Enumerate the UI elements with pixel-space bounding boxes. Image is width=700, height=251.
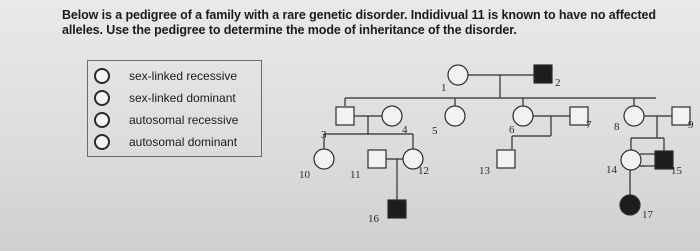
individual-11-label: 11: [350, 169, 361, 181]
individual-4-symbol: [382, 106, 402, 126]
individual-7-label: 7: [586, 119, 592, 131]
individual-12-label: 12: [418, 165, 429, 177]
individual-14-symbol: [621, 150, 641, 170]
option-label: autosomal dominant: [129, 135, 238, 149]
individual-3-symbol: [336, 107, 354, 125]
individual-5-label: 5: [432, 125, 438, 137]
option-label: sex-linked recessive: [129, 69, 238, 83]
individual-16-symbol: [388, 200, 406, 218]
individual-11-symbol: [368, 150, 386, 168]
individual-13-symbol: [497, 150, 515, 168]
individual-16-label: 16: [368, 213, 379, 225]
individual-2-symbol: [534, 65, 552, 83]
individual-15-label: 15: [671, 165, 682, 177]
individual-17-symbol: [620, 195, 640, 215]
individual-8-symbol: [624, 106, 644, 126]
individual-6-symbol: [513, 106, 533, 126]
individual-9-label: 9: [688, 119, 694, 131]
individual-13-label: 13: [479, 165, 490, 177]
individual-10-label: 10: [299, 169, 310, 181]
individual-1-label: 1: [441, 82, 447, 94]
pedigree-symbols: [314, 65, 690, 218]
individual-3-label: 3: [321, 129, 327, 141]
individual-1-symbol: [448, 65, 468, 85]
question-text: Below is a pedigree of a family with a rare genetic disorder. Indidivual 11 is known to have no affected alleles. Use the pedigree to determine the mode of inheritance of the disorder.: [62, 8, 656, 37]
individual-4-label: 4: [402, 124, 408, 136]
individual-17-label: 17: [642, 209, 653, 221]
option-label: sex-linked dominant: [129, 91, 236, 105]
individual-2-label: 2: [555, 77, 561, 89]
individual-5-symbol: [445, 106, 465, 126]
individual-6-label: 6: [509, 124, 515, 136]
option-label: autosomal recessive: [129, 113, 239, 127]
individual-10-symbol: [314, 149, 334, 169]
pedigree-lines: [324, 75, 672, 200]
individual-8-label: 8: [614, 121, 620, 133]
individual-14-label: 14: [606, 164, 617, 176]
